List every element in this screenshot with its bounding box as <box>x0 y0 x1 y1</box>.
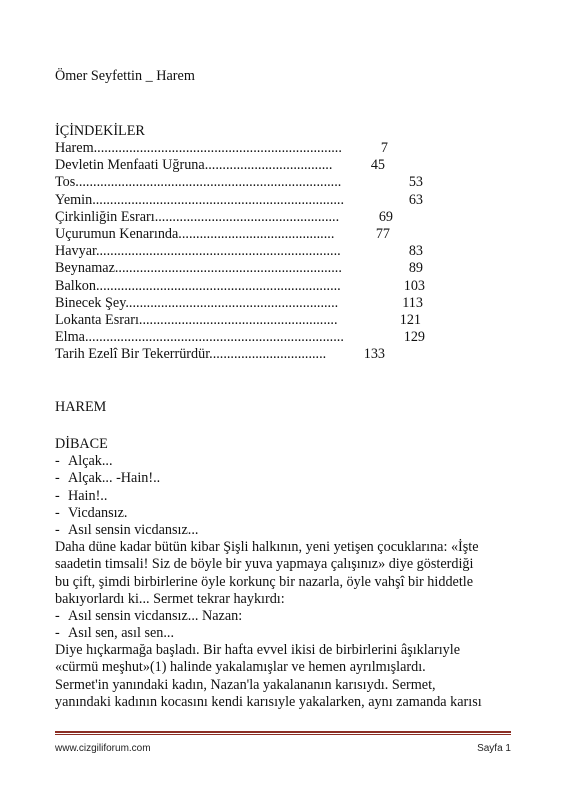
toc-item <box>55 209 515 226</box>
line-text: saadetin timsali! Siz de böyle bir yuva yapmaya çalışınız» diye gösterdiği <box>55 556 474 573</box>
dialogue-dash: - <box>55 487 60 504</box>
text-line <box>55 453 525 470</box>
toc-page-number: 113 <box>402 294 423 311</box>
toc-entry: Çirkinliğin Esrarı.................................................... <box>55 208 340 225</box>
toc-item <box>55 174 515 191</box>
toc-entry: Tos........................................................................... <box>55 174 342 191</box>
line-text: Diye hıçkarmağa başladı. Bir hafta evvel ikisi de birbirlerini âşıklarıyle <box>55 642 460 659</box>
text-line <box>55 574 525 591</box>
footer-site: www.cizgiliforum.com <box>55 743 151 754</box>
text-line <box>55 608 525 625</box>
toc-heading: İÇİNDEKİLER <box>55 123 145 139</box>
text-line <box>55 539 525 556</box>
dialogue-dash: - <box>55 607 60 624</box>
line-text: Alçak... <box>68 453 113 470</box>
dialogue-dash: - <box>55 453 60 470</box>
text-line <box>55 694 525 711</box>
toc-entry: Lokanta Esrarı........................................................ <box>55 311 338 328</box>
dialogue-dash: - <box>55 504 60 521</box>
line-text: bakıyorlardı ki... Sermet tekrar haykırdı: <box>55 590 285 607</box>
line-text: yanındaki kadının kocasını kendi karısıyle yakalarken, aynı zamanda karısı <box>55 693 482 710</box>
toc-page-number: 103 <box>403 277 425 294</box>
toc-item <box>55 295 515 312</box>
text-line <box>55 470 525 487</box>
toc-item <box>55 260 515 277</box>
toc-page-number: 121 <box>399 311 421 328</box>
line-text: Alçak... -Hain!.. <box>68 470 161 487</box>
line-text: Asıl sen, asıl sen... <box>68 625 175 642</box>
toc-page-number: 89 <box>408 260 423 277</box>
line-text: DİBACE <box>55 436 108 452</box>
line-text: Sermet'in yanındaki kadın, Nazan'la yakalananın karısıydı. Sermet, <box>55 676 436 693</box>
line-text: Daha düne kadar bütün kibar Şişli halkının, yeni yetişen çocuklarına: «İşte <box>55 539 479 556</box>
toc-page-number: 53 <box>408 174 423 191</box>
toc-page-number: 45 <box>370 157 385 174</box>
line-text: Vicdansız. <box>68 504 128 521</box>
toc-page-number: 63 <box>408 191 423 208</box>
toc-entry: Elma......................................................................... <box>55 329 344 346</box>
dialogue-dash: - <box>55 625 60 642</box>
dialogue-dash: - <box>55 521 60 538</box>
toc-entry: Yemin....................................................................... <box>55 191 345 208</box>
toc-entry: Devletin Menfaati Uğruna.................................... <box>55 157 333 174</box>
toc-entry: Balkon..................................................................... <box>55 277 341 294</box>
toc-page-number: 83 <box>408 243 423 260</box>
toc-entry: Binecek Şey............................................................ <box>55 294 339 311</box>
text-line <box>55 642 525 659</box>
toc-entry: Tarih Ezelî Bir Tekerrürdür................................. <box>55 346 327 363</box>
footer-rule-thick <box>55 731 511 733</box>
text-line <box>55 591 525 608</box>
toc-page-number: 133 <box>363 346 385 363</box>
dialogue-dash: - <box>55 470 60 487</box>
footer-page-number: Sayfa 1 <box>477 743 511 754</box>
toc-page-number: 7 <box>380 140 388 156</box>
document-title: Ömer Seyfettin _ Harem <box>55 68 195 84</box>
toc-entry: Beynamaz................................................................ <box>55 260 342 277</box>
toc-item <box>55 312 515 329</box>
toc-entry: Uçurumun Kenarında............................................ <box>55 225 335 242</box>
footer-rule-thin <box>55 734 511 735</box>
toc-entry: Harem...................................................................... <box>55 140 342 156</box>
text-line <box>55 436 525 453</box>
line-text: Asıl sensin vicdansız... <box>68 521 199 538</box>
toc-item <box>55 157 515 174</box>
text-line <box>55 659 525 676</box>
line-text: Asıl sensin vicdansız... Nazan: <box>68 607 243 624</box>
text-line <box>55 522 525 539</box>
toc-page-number: 69 <box>378 208 393 225</box>
toc-item <box>55 278 515 295</box>
story-body <box>55 436 525 711</box>
text-line <box>55 488 525 505</box>
line-text: «cürmü meşhut»(1) halinde yakalamışlar ve hemen ayrılmışlardı. <box>55 659 426 676</box>
text-line <box>55 625 525 642</box>
toc-item <box>55 140 515 157</box>
toc-item <box>55 226 515 243</box>
table-of-contents <box>55 140 515 363</box>
toc-item <box>55 192 515 209</box>
text-line <box>55 556 525 573</box>
section-heading: HAREM <box>55 399 107 415</box>
toc-item <box>55 329 515 346</box>
toc-page-number: 77 <box>375 225 390 242</box>
text-line <box>55 677 525 694</box>
toc-page-number: 129 <box>403 329 425 346</box>
line-text: Hain!.. <box>68 487 108 504</box>
toc-entry: Havyar..................................................................... <box>55 243 341 260</box>
line-text: bu çift, şimdi birbirlerine öyle korkunç bir nazarla, öyle vahşî bir hiddetle <box>55 573 474 590</box>
text-line <box>55 505 525 522</box>
toc-item <box>55 243 515 260</box>
toc-item <box>55 346 515 363</box>
